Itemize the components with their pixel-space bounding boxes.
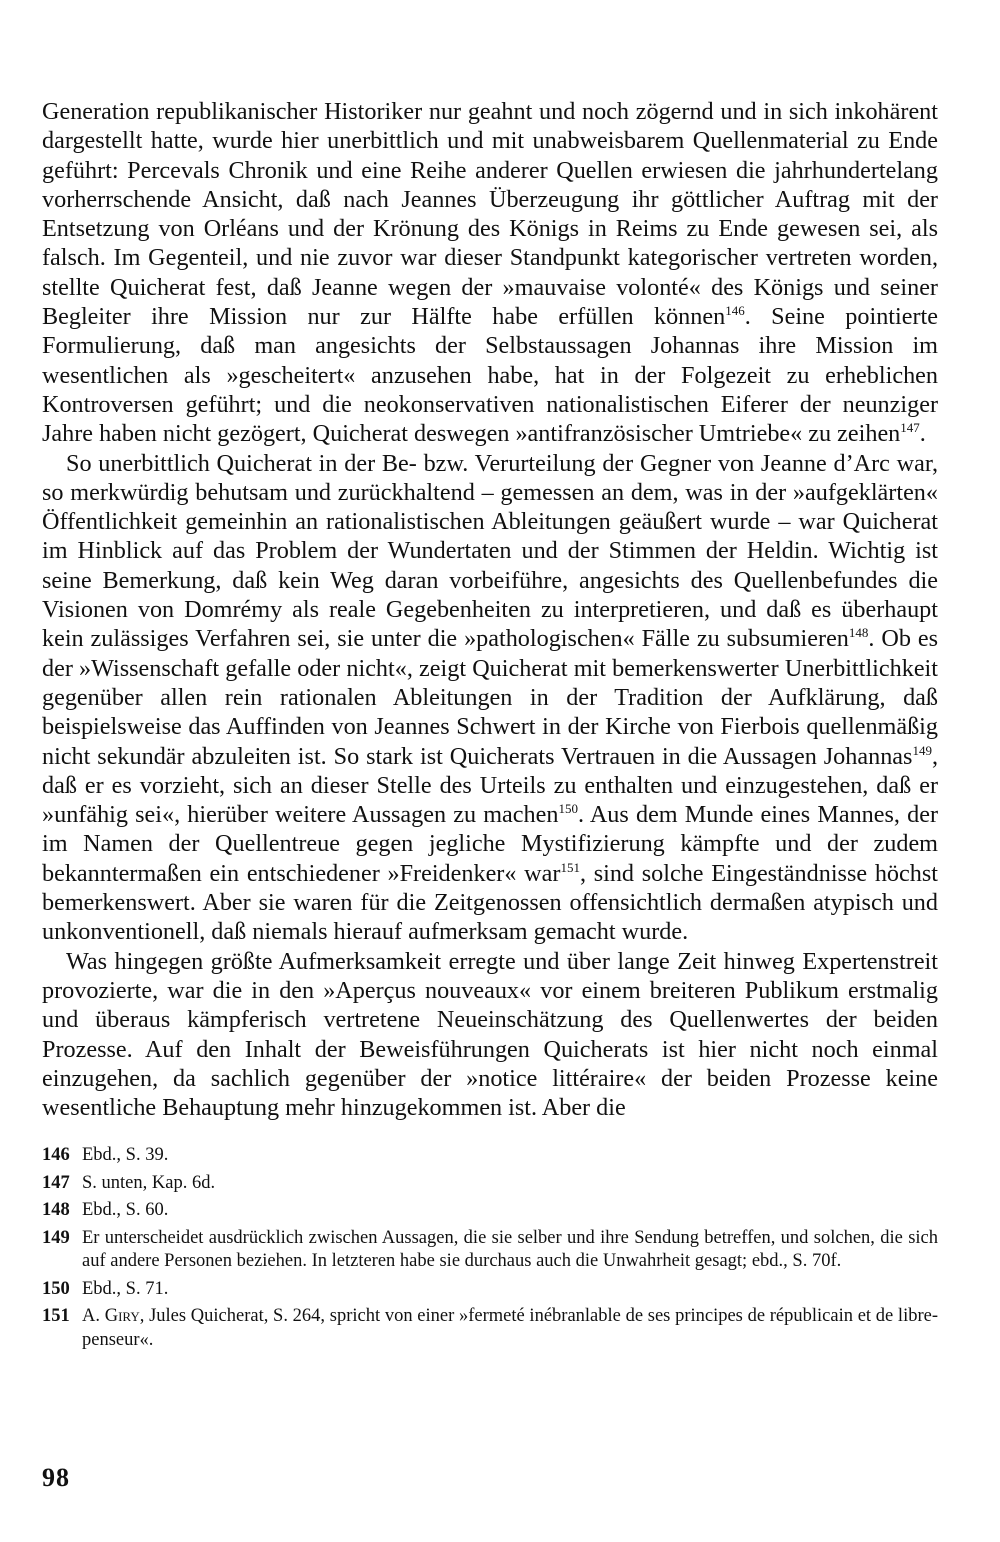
paragraph-1-text-c: . — [919, 420, 926, 448]
paragraph-2-text-e: , sind solche Eingeständnisse höchst bemerkenswert. Aber sie waren für die Zeitgenossen offensichtlich dermaßen atypisch und unkonventionell, daß niemals hierauf aufmerksam gemacht wurde. — [42, 859, 938, 946]
footnote-147 — [42, 1172, 938, 1196]
footnote-number: 149 — [42, 1227, 70, 1248]
footnote-number: 148 — [42, 1200, 70, 1221]
footnote-151 — [42, 1305, 938, 1352]
footnote-text: Ebd., S. 71. — [82, 1278, 169, 1299]
footnote-text: Ebd., S. 39. — [82, 1145, 169, 1166]
page-content — [42, 97, 938, 1356]
footnote-text: S. unten, Kap. 6d. — [82, 1172, 216, 1193]
footnote-number: 150 — [42, 1278, 70, 1299]
page-number: 98 — [42, 1463, 70, 1492]
footnote-text: Ebd., S. 60. — [82, 1200, 169, 1221]
footnotes — [42, 1144, 938, 1352]
footnote-ref-146[interactable]: 146 — [725, 303, 745, 319]
paragraph-1 — [42, 97, 938, 449]
footnote-author: Giry — [104, 1306, 140, 1327]
paragraph-2-text-b: . Ob es der »Wissenschaft gefalle oder nicht«, zeigt Quicherat mit bemerkenswerter Unerbittlichkeit gegenüber allen rein rationalen Ableitungen in der Tradition der Aufklärung, daß beispielsweise das Auffinden von Jeannes Schwert in der Kirche von Fierbois quellenmäßig nicht sekundär abzuleiten ist. So stark ist Quicherats Vertrauen in die Aussagen Johannas — [42, 625, 938, 770]
paragraph-1-text-b: . Seine pointierte Formulierung, daß man angesichts der Selbstaussagen Johannas ihre Mission im wesentlichen als »gescheitert« anzusehen habe, hat in der Folgezeit zu erheblichen Kontroversen geführt; und die neokonservativen nationalistischen Eiferer der neunziger Jahre haben nicht gezögert, Quicherat deswegen »antifranzösischer Umtriebe« zu zeihen — [42, 303, 938, 448]
paragraph-3 — [42, 947, 938, 1123]
footnote-148 — [42, 1199, 938, 1223]
paragraph-3-text: Was hingegen größte Aufmerksamkeit erregte und über lange Zeit hinweg Expertenstreit provozierte, war die in den »Aperçus nouveaux« vor einem breiteren Publikum erstmalig und überaus kämpferisch vertretene Neueinschätzung des Quellenwertes der beiden Prozesse. Auf den Inhalt der Beweisführungen Quicherats ist hier nicht noch einmal einzugehen, da sachlich gegenüber der »notice littéraire« der beiden Prozesse keine wesentliche Behauptung mehr hinzugekommen ist. Aber die — [42, 947, 938, 1122]
footnote-ref-148[interactable]: 148 — [848, 625, 869, 641]
footnote-text — [82, 1305, 938, 1352]
footnote-149 — [42, 1227, 938, 1274]
footnote-text: Er unterscheidet ausdrücklich zwischen Aussagen, die sie selber und ihre Sendung betreffen, und solchen, die sich auf andere Personen beziehen. In letzteren habe sie durchaus auch die Unwahrheit gesagt; ebd., S. 70f. — [82, 1227, 938, 1272]
footnote-number: 147 — [42, 1172, 70, 1193]
paragraph-2-text-d: . Aus dem Munde eines Mannes, der im Namen der Quellentreue gegen jegliche Mystifizierung kämpfte und der zudem bekanntermaßen ein entschiedener »Freidenker« war — [42, 801, 938, 887]
paragraph-1-text-a: Generation republikanischer Historiker nur geahnt und noch zögernd und in sich inkohärent dargestellt hatte, wurde hier unerbittlich und mit unabweisbarem Quellenmaterial zu Ende geführt: Percevals Chronik und eine Reihe anderer Quellen erwiesen die jahrhundertelang vorherrschende Ansicht, daß nach Jeannes Überzeugung ihr göttlicher Auftrag mit der Entsetzung von Orléans und der Krönung des Königs in Reims zu Ende gewesen sei, als falsch. Im Gegenteil, und nie zuvor war dieser Standpunkt kategorischer vertreten worden, stellte Quicherat fest, daß Jeanne wegen der »mauvaise volonté« des Königs und seiner Begleiter ihre Mission nur zur Hälfte habe erfüllen können — [42, 98, 938, 331]
paragraph-2-text-a: So unerbittlich Quicherat in der Be- bzw. Verurteilung der Gegner von Jeanne d’Arc war, so merkwürdig behutsam und zurückhaltend – gemessen an dem, was in der »aufgeklärten« Öffentlichkeit gemeinhin an rationalistischen Ableitungen geäußert wurde – war Quicherat im Hinblick auf das Problem der Wundertaten und der Stimmen der Heldin. Wichtig ist seine Bemerkung, daß kein Weg daran vorbeiführe, angesichts des Quellenbefundes die Visionen von Domrémy als reale Gegebenheiten zu interpretieren, und daß es überhaupt kein zulässiges Verfahren sei, sie unter die »pathologischen« Fälle zu subsumieren — [42, 449, 938, 653]
footnote-ref-147[interactable]: 147 — [900, 420, 920, 436]
paragraph-2-text-c: , daß er es vorzieht, sich an dieser Stelle des Urteils zu enthalten und einzugestehen, daß er »unfähig sei«, hierüber weitere Aussagen zu machen — [42, 742, 938, 829]
footnote-number: 146 — [42, 1145, 70, 1166]
footnote-ref-151[interactable]: 151 — [560, 859, 580, 875]
footnote-150 — [42, 1278, 938, 1302]
footnote-ref-149[interactable]: 149 — [912, 742, 932, 758]
footnote-text-post: , Jules Quicherat, S. 264, spricht von einer »fermeté inébranlable de ses principes de républicain et de libre-penseur«. — [82, 1306, 938, 1350]
footnote-number: 151 — [42, 1306, 70, 1327]
footnote-ref-150[interactable]: 150 — [558, 801, 578, 817]
footnote-146 — [42, 1144, 938, 1168]
paragraph-2 — [42, 449, 938, 947]
footnote-text-pre: A. — [82, 1306, 105, 1327]
